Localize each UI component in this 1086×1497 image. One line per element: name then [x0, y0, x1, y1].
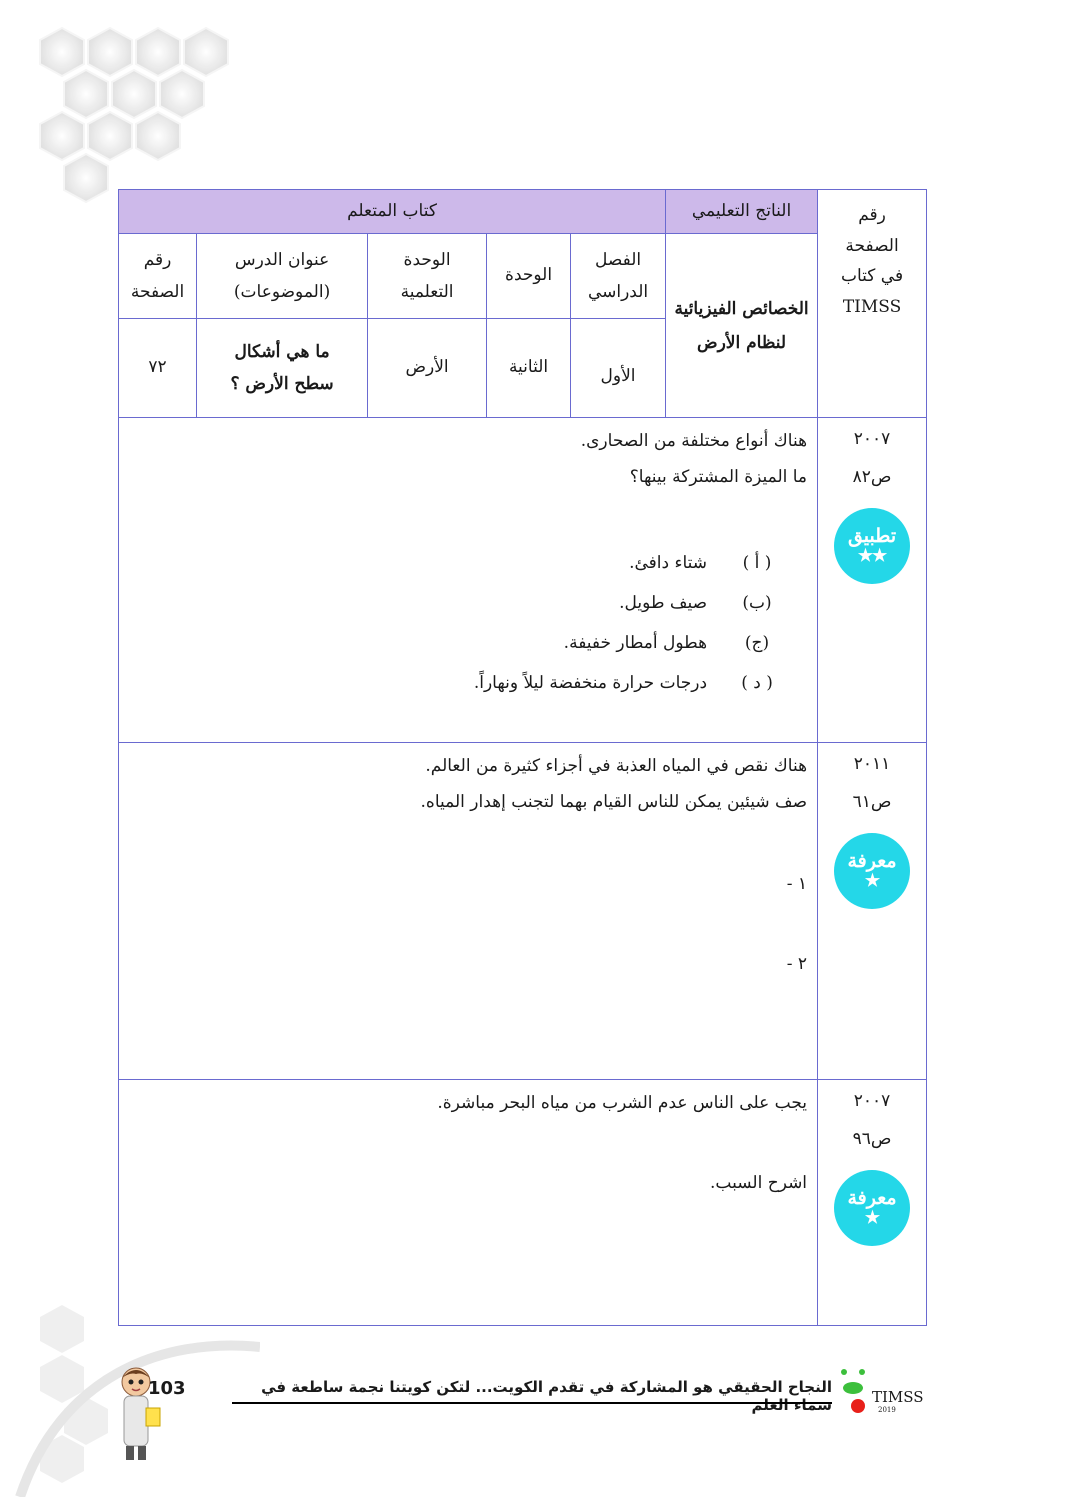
learning-unit-value: الأرض	[368, 319, 487, 418]
answer-blank-2[interactable]: ٢ -	[786, 954, 808, 974]
question-2-line-1: هناك نقص في المياه العذبة في أجزاء كثيرة من العالم.	[425, 756, 808, 776]
timss-alignment-table	[118, 189, 927, 1326]
timss-logo-icon	[838, 1366, 868, 1416]
question-1-year: ٢٠٠٧	[853, 429, 891, 449]
learning-unit-header	[368, 234, 487, 319]
option-text: صيف طويل.	[619, 593, 708, 614]
lesson-title-header-text: عنوان الدرس (الموضوعات)	[233, 249, 331, 302]
star-icon: ★	[864, 871, 880, 892]
option-letter: (ج)	[744, 633, 770, 654]
question-1-page: ص٨٢	[852, 467, 892, 487]
option-c[interactable]	[119, 624, 807, 664]
question-2-line-2: صف شيئين يمكن للناس القيام بهما لتجنب إهدار المياه.	[420, 792, 808, 812]
timss-page-header	[818, 190, 927, 418]
lesson-title-value	[197, 319, 368, 418]
question-3-line-1: يجب على الناس عدم الشرب من مياه البحر مباشرة.	[437, 1093, 808, 1113]
question-2-page: ص٦١	[852, 792, 892, 812]
lesson-title-header	[197, 234, 368, 319]
semester-header-text: الفصل الدراسي	[587, 249, 649, 302]
badge-label: معرفة	[847, 850, 897, 873]
question-2-source	[818, 743, 927, 1080]
option-letter: ( أ )	[742, 553, 772, 574]
option-a[interactable]	[119, 544, 807, 584]
question-3-source	[818, 1080, 927, 1326]
option-text: درجات حرارة منخفضة ليلاً ونهاراً.	[473, 673, 708, 694]
footer-divider	[232, 1402, 832, 1404]
learning-outcome-text: الخصائص الفيزيائية لنظام الأرض	[674, 298, 809, 353]
question-2-year: ٢٠١١	[853, 754, 891, 774]
option-text: هطول أمطار خفيفة.	[563, 633, 708, 654]
question-1-line-2: ما الميزة المشتركة بينها؟	[629, 467, 808, 487]
question-3-body	[119, 1080, 818, 1326]
page-number-value: ٧٢	[119, 319, 197, 418]
question-2-body	[119, 743, 818, 1080]
page-number-header-text: رقم الصفحة	[130, 249, 185, 302]
application-badge	[834, 508, 910, 584]
star-icon: ★	[864, 1208, 880, 1229]
option-text: شتاء دافئ.	[629, 553, 708, 574]
knowledge-badge	[834, 1170, 910, 1246]
question-1-body	[119, 418, 818, 743]
page-number: 103	[148, 1378, 186, 1399]
footer-slogan: النجاح الحقيقي هو المشاركة في تقدم الكويت... لتكن كويتنا نجمة ساطعة في سماء العلم	[261, 1378, 832, 1414]
learning-outcome-value	[666, 234, 818, 418]
answer-blank-1[interactable]: ١ -	[786, 874, 808, 894]
semester-value: الأول	[571, 319, 666, 418]
learner-book-header: كتاب المتعلم	[119, 190, 666, 234]
lesson-title-text: ما هي أشكال سطح الأرض ؟	[230, 341, 334, 394]
learning-outcome-header: الناتج التعليمي	[666, 190, 818, 234]
timss-logo-text: TIMSS	[872, 1388, 924, 1406]
page-number-header	[119, 234, 197, 319]
timss-page-header-text: رقم الصفحة في كتاب TIMSS	[840, 205, 904, 317]
timss-logo	[838, 1366, 928, 1416]
question-3-page: ص٩٦	[852, 1129, 892, 1149]
option-letter: (ب)	[742, 593, 772, 614]
unit-value: الثانية	[487, 319, 571, 418]
question-1-source	[818, 418, 927, 743]
option-letter: ( د )	[741, 673, 773, 694]
badge-label: معرفة	[847, 1187, 897, 1210]
option-b[interactable]	[119, 584, 807, 624]
timss-logo-year: 2019	[878, 1406, 896, 1414]
question-1-line-1: هناك أنواع مختلفة من الصحارى.	[580, 431, 808, 451]
knowledge-badge	[834, 833, 910, 909]
learning-unit-header-text: الوحدة التعلمية	[400, 249, 454, 302]
star-icon: ★★	[857, 546, 887, 567]
semester-header	[571, 234, 666, 319]
badge-label: تطبيق	[847, 525, 897, 548]
question-3-line-2[interactable]: اشرح السبب.	[710, 1173, 808, 1193]
question-3-year: ٢٠٠٧	[853, 1091, 891, 1111]
option-d[interactable]	[119, 664, 807, 704]
unit-header: الوحدة	[487, 234, 571, 319]
